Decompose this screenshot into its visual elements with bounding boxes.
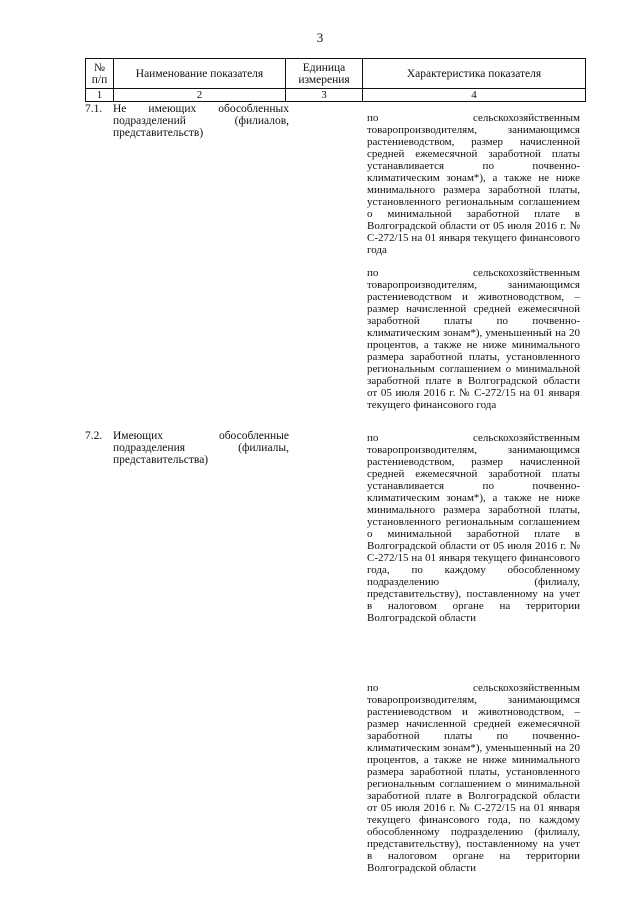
- characteristic-block: по сельскохозяйственным товаропроизводителям, занимающимся растениеводством, размер начисленной средней ежемесячной заработной платы устанавливается по почвенно-климатическим зонам*), а также не ниже минимального размера заработной платы, установленного региональным соглашением о минимальной заработной плате в Волгоградской области от 05 июля 2016 г. № С-272/15 на 01 января текущего финансового года, по каждому обособленному подразделению (филиалу, представительству), поставленному на учет в налоговом органе на территории Волгоградской области: [367, 432, 580, 624]
- characteristic-block: по сельскохозяйственным товаропроизводителям, занимающимся растениеводством, размер начисленной средней ежемесячной заработной платы устанавливается по почвенно-климатическим зонам*), а также не ниже минимального размера заработной платы, установленного региональным соглашением о минимальной заработной плате в Волгоградской области от 05 июля 2016 г. № С-272/15 на 01 января текущего финансового года: [367, 112, 580, 256]
- characteristic-block: по сельскохозяйственным товаропроизводителям, занимающимся растениеводством и животноводством, – размер начисленной средней ежемесячной заработной платы по почвенно-климатическим зонам*), уменьшенный на 20 процентов, а также не ниже минимального размера заработной платы, установленного региональным соглашением о минимальной заработной плате в Волгоградской области от 05 июля 2016 г. № С-272/15 на 01 января текущего финансового года: [367, 267, 580, 411]
- table-header: [85, 58, 586, 102]
- page-number: 3: [316, 30, 324, 45]
- header-num-1: 1: [86, 89, 114, 102]
- row-number: 7.1.: [85, 103, 103, 115]
- header-col-characteristic: Характеристика показателя: [363, 59, 586, 89]
- row-number: 7.2.: [85, 430, 103, 442]
- header-num-2: 2: [114, 89, 286, 102]
- header-num-4: 4: [363, 89, 586, 102]
- header-num-3: 3: [286, 89, 363, 102]
- row-name: Имеющих обособленные подразделения (филиалы, представительства): [113, 430, 289, 466]
- header-col-number: № п/п: [86, 59, 114, 89]
- header-col-unit: Единица измерения: [286, 59, 363, 89]
- row-name: Не имеющих обособленных подразделений (филиалов, представительств): [113, 103, 289, 139]
- header-col-name: Наименование показателя: [114, 59, 286, 89]
- characteristic-block: по сельскохозяйственным товаропроизводителям, занимающимся растениеводством и животноводством, – размер начисленной средней ежемесячной заработной платы по почвенно-климатическим зонам*), уменьшенный на 20 процентов, а также не ниже минимального размера заработной платы, установленного региональным соглашением о минимальной заработной плате в Волгоградской области от 05 июля 2016 г. № С-272/15 на 01 января текущего финансового года, по каждому обособленному подразделению (филиалу, представительству), поставленному на учет в налоговом органе на территории Волгоградской области: [367, 682, 580, 874]
